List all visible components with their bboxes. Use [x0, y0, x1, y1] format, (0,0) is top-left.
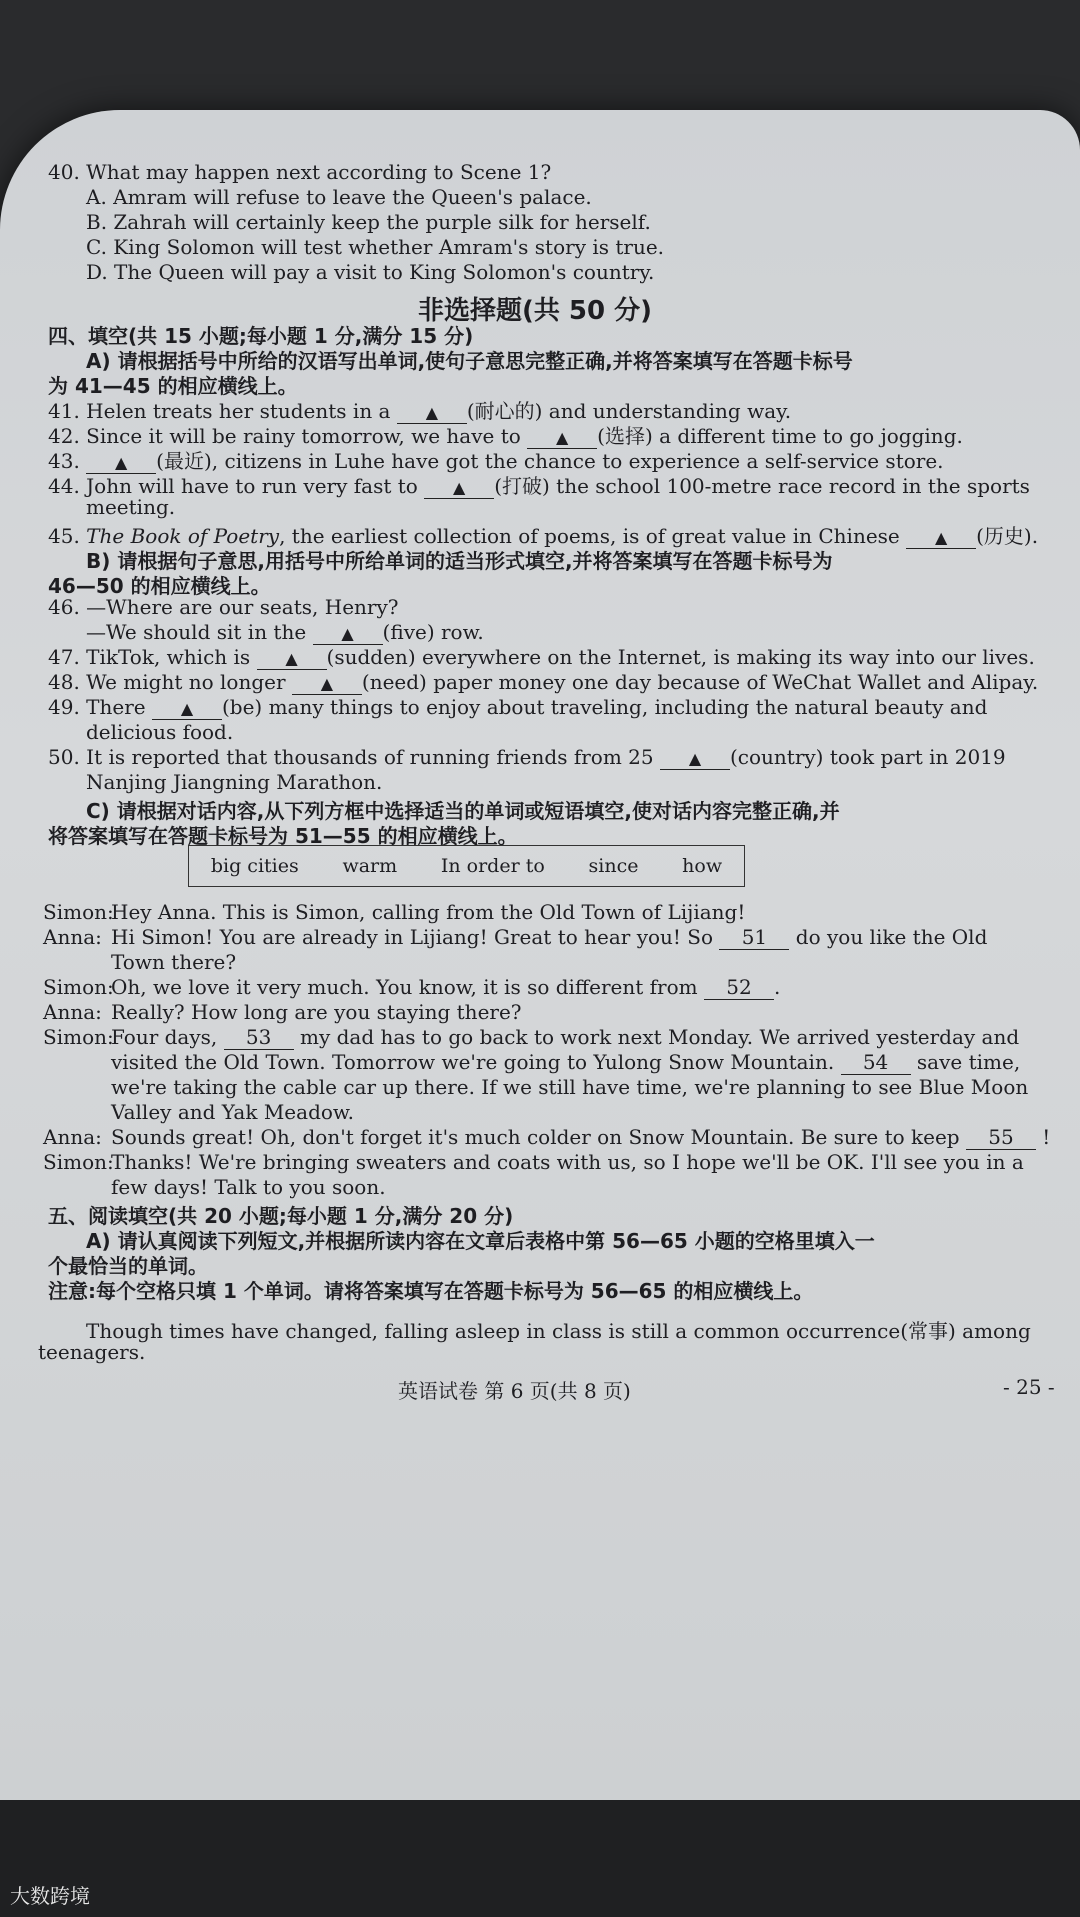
word-option: since: [588, 855, 639, 877]
answer-blank[interactable]: [292, 670, 362, 695]
part5-a-instruction: A) 请认真阅读下列短文,并根据所读内容在文章后表格中第 56—65 小题的空格里填入一: [86, 1229, 875, 1253]
part5-title: 五、阅读填空(共 20 小题;每小题 1 分,满分 20 分): [48, 1204, 514, 1228]
answer-blank-52[interactable]: 52: [704, 975, 774, 1000]
answer-blank[interactable]: [424, 474, 494, 499]
section-title: 非选择题(共 50 分): [418, 296, 653, 326]
answer-blank-51[interactable]: 51: [719, 925, 789, 950]
part4-a-instruction: A) 请根据括号中所给的汉语写出单词,使句子意思完整正确,并将答案填写在答题卡标号: [86, 349, 853, 373]
dialogue-line: Simon:Four days, 53 my dad has to go back to work next Monday. We arrived yesterday and: [43, 1025, 1020, 1049]
option-c: C. King Solomon will test whether Amram's story is true.: [86, 235, 665, 259]
option-d: D. The Queen will pay a visit to King Solomon's country.: [86, 260, 655, 284]
triangle-icon: ▲: [688, 749, 702, 768]
watermark: 大数跨境: [10, 1884, 90, 1908]
question-46-line2: —We should sit in the ▲ (five) row.: [86, 620, 484, 644]
part4-a-instruction-2: 为 41—45 的相应横线上。: [48, 374, 298, 398]
word-option: how: [682, 855, 723, 877]
dialogue-line: Simon:Thanks! We're bringing sweaters and coats with us, so I hope we'll be OK. I'll see you in a: [43, 1150, 1024, 1174]
answer-blank[interactable]: [660, 745, 730, 770]
answer-blank[interactable]: [313, 620, 383, 645]
dialogue-line: we're taking the cable car up there. If we still have time, we're planning to see Blue Moon: [111, 1075, 1029, 1099]
triangle-icon: ▲: [934, 528, 948, 547]
passage-line: teenagers.: [38, 1340, 146, 1364]
page-number: - 25 -: [1003, 1375, 1055, 1399]
triangle-icon: ▲: [320, 674, 334, 693]
part4-b-instruction: B) 请根据句子意思,用括号中所给单词的适当形式填空,并将答案填写在答题卡标号为: [86, 549, 833, 573]
triangle-icon: ▲: [115, 453, 128, 472]
dialogue-line: visited the Old Town. Tomorrow we're going to Yulong Snow Mountain. 54 save time,: [111, 1050, 1021, 1074]
triangle-icon: ▲: [285, 649, 298, 668]
answer-blank-54[interactable]: 54: [841, 1050, 911, 1075]
question-46: 46. —Where are our seats, Henry?: [48, 595, 399, 619]
word-option: In order to: [440, 855, 545, 877]
answer-blank-53[interactable]: 53: [224, 1025, 294, 1050]
question-48: 48. We might no longer ▲ (need) paper money one day because of WeChat Wallet and Alipay.: [48, 670, 1039, 694]
triangle-icon: ▲: [341, 624, 354, 643]
answer-blank[interactable]: [906, 524, 976, 549]
answer-blank[interactable]: [152, 695, 222, 720]
part4-c-instruction-2: 将答案填写在答题卡标号为 51—55 的相应横线上。: [48, 824, 518, 848]
triangle-icon: ▲: [453, 478, 466, 497]
question-44-line2: meeting.: [86, 495, 176, 519]
option-b: B. Zahrah will certainly keep the purple silk for herself.: [86, 210, 651, 234]
triangle-icon: ▲: [425, 403, 438, 422]
question-41: 41. Helen treats her students in a ▲ (耐心的) and understanding way.: [48, 399, 792, 423]
question-42: 42. Since it will be rainy tomorrow, we have to ▲ (选择) a different time to go jogging.: [48, 424, 963, 448]
part4-b-instruction-2: 46—50 的相应横线上。: [48, 574, 271, 598]
question-50: 50. It is reported that thousands of running friends from 25 ▲ (country) took part in 2019: [48, 745, 1006, 769]
dialogue-line: Anna: Hi Simon! You are already in Lijiang! Great to hear you! So 51 do you like the Old: [43, 925, 988, 949]
background-table: [0, 1800, 1080, 1917]
answer-blank[interactable]: [257, 645, 327, 670]
passage-line: Though times have changed, falling asleep in class is still a common occurrence(常事) among: [86, 1319, 1031, 1343]
triangle-icon: ▲: [180, 699, 194, 718]
dialogue-line: Simon:Hey Anna. This is Simon, calling from the Old Town of Lijiang!: [43, 900, 746, 924]
dialogue-line: Valley and Yak Meadow.: [111, 1100, 355, 1124]
part5-a-instruction-2: 个最恰当的单词。: [48, 1254, 208, 1278]
dialogue-line: Simon:Oh, we love it very much. You know, it is so different from 52 .: [43, 975, 781, 999]
dialogue-line: Anna: Sounds great! Oh, don't forget it's much colder on Snow Mountain. Be sure to keep 55 !: [43, 1125, 1051, 1149]
question-47: 47. TikTok, which is ▲ (sudden) everywhere on the Internet, is making its way into our lives.: [48, 645, 1035, 669]
word-box: [188, 845, 745, 887]
question-43: 43. ▲ (最近), citizens in Luhe have got the chance to experience a self-service store.: [48, 449, 944, 473]
word-option: big cities: [210, 855, 299, 877]
part5-note: 注意:每个空格只填 1 个单词。请将答案填写在答题卡标号为 56—65 的相应横线上。: [48, 1279, 814, 1303]
question-40: 40. What may happen next according to Scene 1?: [48, 160, 552, 184]
question-50-line2: Nanjing Jiangning Marathon.: [86, 770, 383, 794]
dialogue-line: few days! Talk to you soon.: [111, 1175, 386, 1199]
answer-blank-55[interactable]: 55: [966, 1125, 1036, 1150]
page-footer: 英语试卷 第 6 页(共 8 页): [398, 1379, 631, 1403]
dialogue-line: Town there?: [111, 950, 237, 974]
option-a: A. Amram will refuse to leave the Queen's palace.: [86, 185, 592, 209]
question-45: 45. The Book of Poetry, the earliest collection of poems, is of great value in Chinese ▲ (历史).: [48, 524, 1039, 548]
question-49-line2: delicious food.: [86, 720, 234, 744]
question-49: 49. There ▲ (be) many things to enjoy about traveling, including the natural beauty and: [48, 695, 988, 719]
question-44: 44. John will have to run very fast to ▲ (打破) the school 100-metre race record in the sports: [48, 474, 1030, 498]
part4-c-instruction: C) 请根据对话内容,从下列方框中选择适当的单词或短语填空,使对话内容完整正确,并: [86, 799, 840, 823]
part4-title: 四、填空(共 15 小题;每小题 1 分,满分 15 分): [48, 324, 474, 348]
dialogue-line: Anna: Really? How long are you staying there?: [43, 1000, 522, 1024]
word-option: warm: [342, 855, 398, 877]
triangle-icon: ▲: [556, 428, 569, 447]
